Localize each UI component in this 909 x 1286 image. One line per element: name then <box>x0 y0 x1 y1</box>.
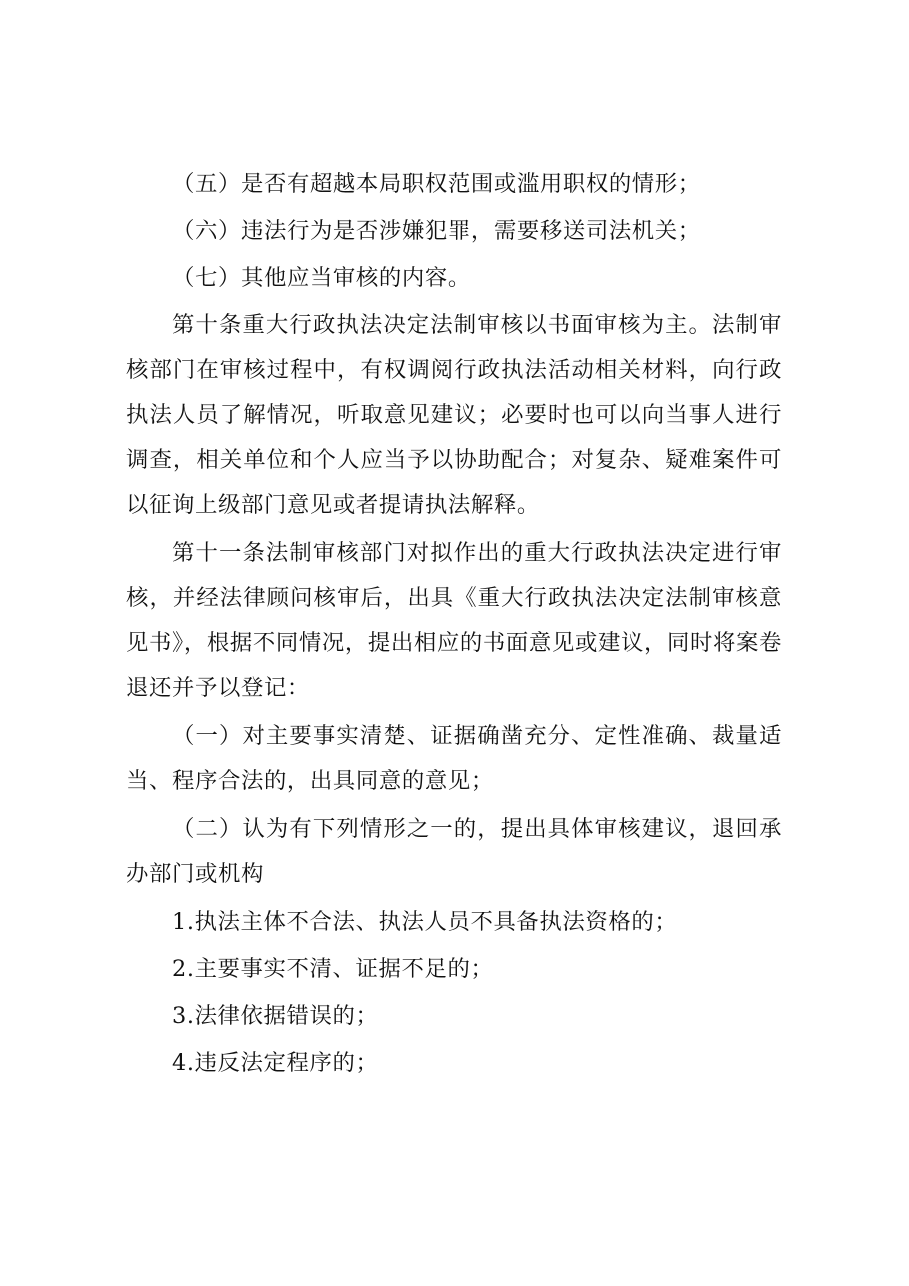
article-11-item-1: （一）对主要事实清楚、证据确凿充分、定性准确、裁量适当、程序合法的，出具同意的意见； <box>126 723 782 794</box>
subitem-3: 3.法律依据错误的； <box>172 1003 379 1029</box>
subitem-1: 1.执法主体不合法、执法人员不具备执法资格的； <box>172 909 678 935</box>
subitem-4: 4.违反法定程序的； <box>172 1050 379 1076</box>
article-11-item-2: （二）认为有下列情形之一的，提出具体审核建议，退回承办部门或机构 <box>126 816 782 887</box>
article-11-paragraph: 第十一条法制审核部门对拟作出的重大行政执法决定进行审核，并经法律顾问核审后，出具《重大行政执法决定法制审核意见书》，根据不同情况，提出相应的书面意见或建议，同时将案卷退还并予以登记： <box>126 540 782 701</box>
clause-item-6: （六）违法行为是否涉嫌犯罪，需要移送司法机关； <box>172 218 701 244</box>
clause-item-5: （五）是否有超越本局职权范围或滥用职权的情形； <box>172 171 701 197</box>
article-10-paragraph: 第十条重大行政执法决定法制审核以书面审核为主。法制审核部门在审核过程中，有权调阅行政执法活动相关材料，向行政执法人员了解情况，听取意见建议；必要时也可以向当事人进行调查，相关单位和个人应当予以协助配合；对复杂、疑难案件可以征询上级部门意见或者提请执法解释。 <box>126 312 782 518</box>
subitem-2: 2.主要事实不清、证据不足的； <box>172 956 494 982</box>
document-body <box>126 162 782 1088</box>
clause-item-7: （七）其他应当审核的内容。 <box>172 265 471 291</box>
